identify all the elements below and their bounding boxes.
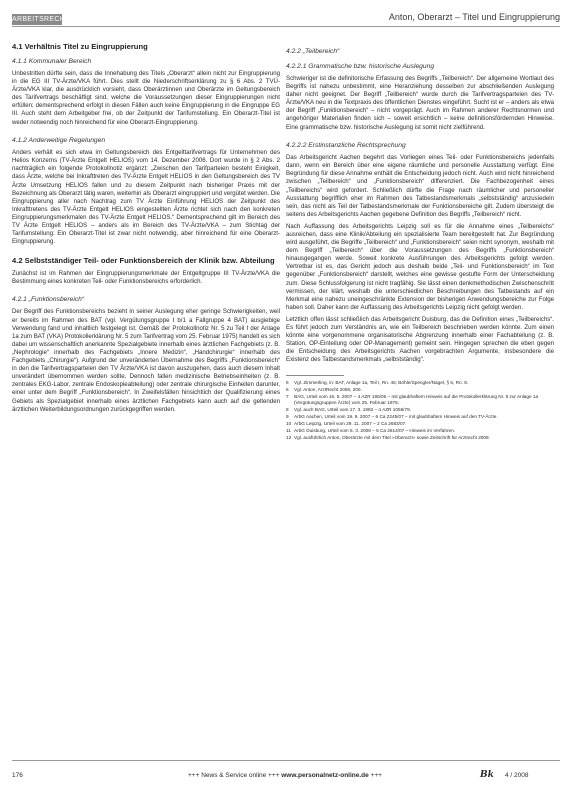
footnote [286,380,554,386]
footnote-number: 10 [286,420,292,426]
footnote [286,421,554,427]
footnote-number: 8 [286,406,289,412]
footnote [286,435,554,441]
footnote-number: 7 [286,393,289,399]
section-4-2-1 [12,296,280,414]
footnote-number: 5 [286,379,289,385]
subsection-heading: 4.2.2 „Teilbereich“ [286,48,340,55]
footnote [286,387,554,393]
section-4-2 [12,256,280,286]
section-4-2-2-2 [286,142,554,365]
left-column [12,42,280,424]
website-link[interactable]: www.personalnetz-online.de [281,772,369,779]
footnote [286,428,554,434]
footer-banner [150,772,420,779]
section-heading: 4.2 Selbstständiger Teil- oder Funktionsbereich der Klinik bzw. Abteilung [12,256,275,266]
paragraph: Letztlich offen lässt schließlich das Arbeitsgericht Duisburg, das die Definition eines „Teilbereichs“. Es führt jedoch zum Verständnis an, wie ein Teilbereich beschrieben werden könnte. Zum einen könnte eine vorgenommene organisatorische Abgrenzung innerhalb einer Fachabteilung (z. B. Station, OP-Einteilung oder OP-Management) gemeint sein. Hingegen sprechen die eben gegen die Entscheidung des Arbeitsgerichts Aachen vorgebrachten Argumente, insbesondere die Existenz des Tatbestandsmerkmals „selbstständig“. [286,315,554,364]
footer-prefix: +++ News & Service online +++ [188,772,282,779]
footnote-text: ArbG Duisburg, Urteil vom 5. 3. 2008 – 5 Ca 2614/07 – Hinweis im Verfahren. [294,427,456,433]
section-4-2-2 [286,48,554,132]
header-divider [12,26,560,27]
paragraph: Der Begriff des Funktionsbereichs bezieht in seiner Auslegung eher geringe Schwierigkeiten, weil er bereits im Rahmen des BAT (vgl. Vergütungsgruppe I b/1 a Fallgruppe 4 BAT) ausgiebige Verwendung fand und inhaltlich festgelegt ist. Gemäß der Protokollnotiz Nr. 5 zu Teil I der Anlage 1a zum BAT (VKA) Protokollerklärung Nr. 5 zum Tarifvertrag vom 25. Februar 1975) handelt es sich dabei um wissenschaftlich anerkannte Spezialgebiete innerhalb eines ärztlichen Fachgebiets (z. B. „Nephrologie“ innerhalb des Fachgebiets „Innere Medizin“, „Handchirurgie“ innerhalb des Fachgebiets „Chirurgie“). Aufgrund der unveränderten Übernahme des Begriffs „Funktionsbereich“ in den die Tarifvertragsparteien den TV Ärzte/VKA ist davon auszugehen, dass auch diesem Inhalt unverändert übernommen werden sollte. Dennoch fallen medizinische Betriebseinheiten (z. B. zentrales EKG-Labor, zentrale Endoskopieabteilung) oder zentrale chirurgische Einheiten darunter, einer unter dem Begriff „Funktionsbereich“. In Zweifelsfällen hinsichtlich der Qualifizierung eines Gebiets als Spezialgebiet innerhalb eines ärztlichen Fachgebiets kann auch auf die geltenden ärztlichen Weiterbildungsordnungen zurückgegriffen werden. [12,308,280,413]
footnote-text: Vgl. ausführlich Anton, Oberärzte mit dem Titel »Oberarzt« sowie Zeitschrift für Arztrecht 2008. [294,434,490,440]
paragraph: Das Arbeitsgericht Aachen begehrt das Vorliegen eines Teil- oder Funktionsbereichs jedenfalls dann, wenn ein Bereich über eine eigene räumliche und personelle Ausstattung verfügt. Eine Begründung für diese Annahme enthält die Entscheidung jedoch nicht. Auch wird nicht hinreichend zwischen „Teilbereich“ und „Funktionsbereich“ differenziert. Die Fachbezogenheit eines „Teilbereichs“ wird gefordert. Schließlich dürfte die Frage nach räumlicher und personeller Ausstattung begrifflich eher im Rahmen des Tatbestandsmerkmals „selbstständig“ anzusiedeln sein, das nicht als Teil der Tatbestandsmerkmale der Funktionsbereiche gilt. Zudem übersteigt die seitens des Arbeitsgerichts Aachen gegebene Definition des Begriffs „Teilbereich“ nicht. [286,154,554,218]
footnotes [286,380,554,441]
footer-suffix: +++ [368,772,382,779]
right-column [286,42,554,442]
paragraph: Zunächst ist im Rahmen der Eingruppierungsmerkmale der Entgeltgruppe III TV-Ärzte/VKA die Bestimmung eines konkreten Teil- oder Funktionsbereichs erforderlich. [12,269,280,285]
issue-number: 4 / 2008 [505,772,529,779]
section-4-1-2 [12,137,280,247]
subsection-heading: 4.1.1 Kommunaler Bereich [12,57,92,65]
footnote-divider [286,375,344,376]
footnote-text: Vgl. Anton, ArztRecht 2008, 200. [294,386,362,392]
subsection-heading: 4.1.2 Anderweitige Regelungen [12,136,106,144]
paragraph: Anders verhält es sich etwa im Geltungsbereich des Entgelttarifvertrags für Unternehmen des Helios Konzerns (TV-Ärzte Entgelt HELIOS) vom 14. Dezember 2006. Dort wurde in § 2 Abs. 2 nachträglich ein folgende Protokollnotiz ergänzt: „Zwischen den Tarifparteien besteht Einigkeit, dass Ärzte, welche bei Inkrafttreten des TV-Ärzte Entgelt HELIOS in den Geltungsbereich des TV Ärzte Umsetzung HELIOS fallen und zu diesem Zeitpunkt nach bisheriger Praxis mit der Bezeichnung als Oberarzt tätig waren, weiterhin als Oberarzt eingruppiert und vergütet werden. Die Eingruppierung aller nach Nachtrag zum TV Ärzte Einführung HELIOS der Zeitpunkt des Inkrafttretens des TV-Ärzte Entgelt HELIOS eingestellten Ärzte richtet sich nach den konkreten Eingruppierungsmerkmalen des TV-Ärzte Entgelt HELIOS.“ Dementsprechend gilt im Bereich des TV Ärzte Entgelt HELIOS – anders als im Bereich des TV-Ärzte/VKA – zum Stichtag der Tarifumstellung: Ein Oberarzt-Titel ist zwar nicht notwendig, aber hinreichend für eine Oberarzt-Eingruppierung. [12,149,280,246]
running-title: Anton, Oberarzt – Titel und Eingruppierung [388,12,560,22]
subsection-heading: 4.2.1 „Funktionsbereich“ [12,295,85,303]
subsection-heading: 4.2.2.1 Grammatische bzw. historische Auslegung [286,62,435,70]
page-number: 176 [12,772,23,779]
footnote-number: 6 [286,386,289,392]
section-4-1 [12,42,280,127]
footnote [286,414,554,420]
footnote-text: Vgl. auch BAG, Urteil vom 17. 3. 1982 – 4 AZR 1056/79. [294,406,411,412]
paragraph: Schwieriger ist die definitorische Erfassung des Begriffs „Teilbereich“. Der allgemeine Wortlaut des Begriffs ist nahezu unbestimmt, eine Heranziehung desselben zur abschließenden Auslegung daher nicht geeignet. Der Begriff „Teilbereich“ wurde durch die Tarifvertragsparteien des TV-Ärzte/VKA neu in die Textpraxis des öffentlichen Dienstes eingeführt. Sucht ist er – anders als etwa der Begriff „Funktionsbereich“ – nicht vorgeprägt. Auch im Rahmen anderer Rechtsnormen und angehöriger Materialien finden sich – soweit ersichtlich – keine definitionsfördernden Hinweise. Eine grammatische bzw. historische Auslegung ist somit nicht zielführend. [286,75,554,131]
footnote [286,407,554,413]
footnote-text: ArbG Aachen, Urteil vom 19. 9. 2007 – 6 Ca 2245/07 – mit glaubhaftem Hinweis auf den TV-Ärzte. [294,413,498,419]
paragraph: Nach Auffassung des Arbeitsgerichts Leipzig soll es für die Annahme eines „Teilbereichs“ ausreichen, dass eine Klinik/Abteilung ein spezialisierte Team bereitgestellt hat. Zur Begründung wird ausgeführt, die Begriffe „Teilbereich“ und „Funktionsbereich“ seien nicht synonym, weshalb mit dem Begriff „Teilbereich“ über die Voraussetzungen des Begriffs „Funktionsbereich“ hinausgegangen werde. Soweit konkrete Ausführungen des Arbeitsgerichts gefolgt werden. Vertretbar ist es, das Gericht jedoch aus deshalb beide „Teil- und Funktionsbereich“ im Text gegenüber „Funktionsbereich“ darstellt, welches eine gewisse gestufte Form der Unterscheidung zum. Diese Schlussfolgerung ist nicht tragfähig. Sie lässt einen denkmethodischen Zwischenschritt vermissen, der klärt, weshalb die unterschiedlichen Beschreibungen des Tatbestands auf ein Merkmal eine nahezu uneingeschränkte Extension der bisherigen Anwendungsbereiche zur Folge haben soll. Daher kann der Auffassung des Arbeitsgerichts Leipzig nicht gefolgt werden. [286,222,554,311]
footer-divider [12,760,560,761]
section-heading: 4.1 Verhältnis Titel zu Eingruppierung [12,42,148,51]
footnote-number: 12 [286,434,292,440]
subsection-heading: 4.2.2.2 Erstinstanzliche Rechtsprechung [286,141,406,149]
footnote-text: Vgl. Zimmerling, in: BAT, Anlage 1a, Teil I, Rn. 46; Böhle/Spengler/Nagel, § 6, Rn. 8. [294,379,469,385]
footnote-number: 9 [286,413,289,419]
footnote [286,394,554,406]
page-footer [0,760,570,790]
footnote-text: ArbG Leipzig, Urteil vom 29. 11. 2007 – 2 Ca 2683/07. [294,420,407,426]
footnote-number: 11 [286,427,291,433]
footnote-text: BAG, Urteil vom 16. 5. 2007 – 4 AZR 195/06 – mit glaubhaftem Hinweis auf die Protokollerklärung Nr. 5 zur Anlage 1a (Vergütungsgruppen Ärzte) vom 25. Februar 1975. [294,393,539,405]
section-tag: ARBEITSRECHT [12,16,70,23]
paragraph: Unbestritten dürfte sein, dass die Innehabung des Titels „Oberarzt“ allein nicht zur Eingruppierung in die EG III TV-Ärzte/VKA führt. Dies stellt die Niederschriftserklärung zu § 6 Abs. 2 TVÜ-Ärzte/VKA klar, die ausdrücklich vorsieht, dass Oberärztinnen und Oberärzte im Geltungsbereich des Tarifvertrags beschäftigt sind, welche die Voraussetzungen dieser Eingruppierungen nicht erfüllen; dementsprechend erfolgt in diesen Fällen auch keine Eingruppierung in die Eingruppe EG III. Auch steht dem Arbeitgeber frei, ob der Zeitpunkt der Tarifumstellung. Ein Oberarzt-Titel ist weder notwendig noch hinreichend für eine Oberarzt-Eingruppierung. [12,70,280,126]
page-header [0,0,570,42]
publisher-logo: Bk [480,770,494,780]
